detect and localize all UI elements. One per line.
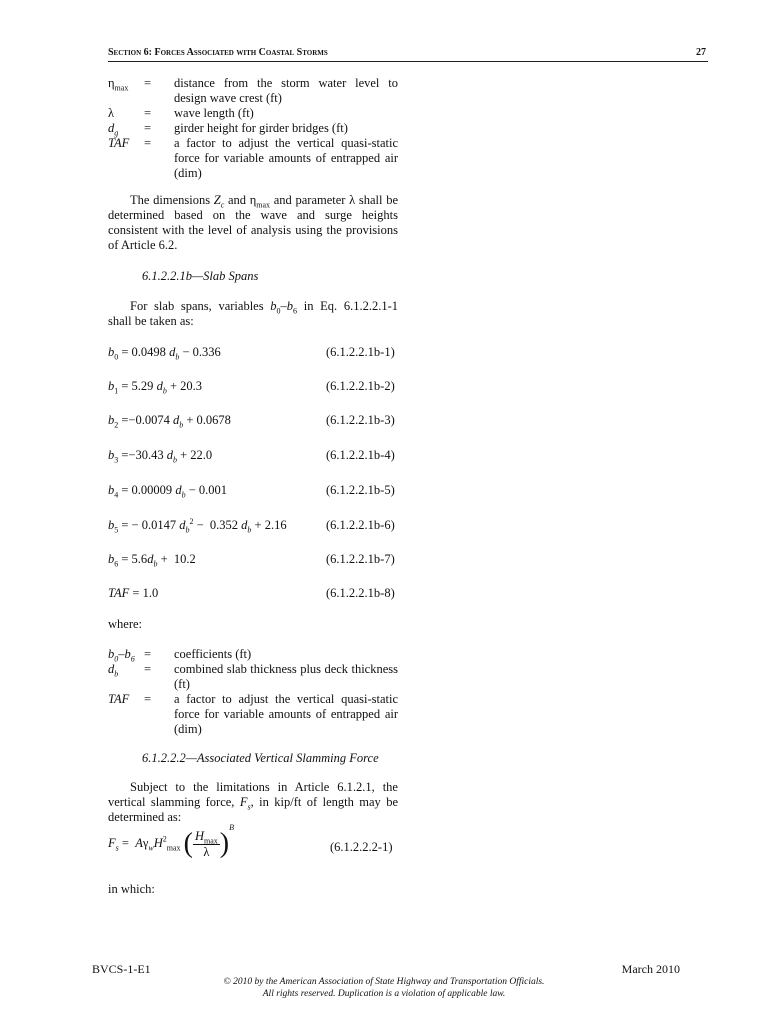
definition-symbol: $d_b$	[108, 662, 119, 679]
subsection-heading-vertical-slamming: 6.1.2.2.2—Associated Vertical Slamming Force	[142, 751, 379, 765]
equation-number: (6.1.2.2.2-1)	[330, 840, 393, 854]
equation-row	[108, 448, 408, 464]
definition-row	[108, 662, 398, 692]
definition-text: a factor to adjust the vertical quasi-static force for variable amounts of entrapped air (dim)	[174, 136, 398, 180]
paren-open: (	[183, 828, 193, 859]
equation-expression: $b_1 = 5.29$ $d_b + 20.3$	[108, 379, 202, 396]
copyright-line-2: All rights reserved. Duplication is a violation of applicable law.	[262, 989, 506, 999]
subsection-heading-slab-spans: 6.1.2.2.1b—Slab Spans	[142, 269, 259, 283]
definition-row	[108, 136, 398, 181]
equation-number: (6.1.2.2.1b-7)	[326, 552, 395, 566]
fraction-numerator: $H_{max}$	[194, 828, 218, 845]
equation-row	[108, 413, 408, 429]
definition-equals: =	[144, 106, 152, 120]
where-label: where:	[108, 617, 143, 631]
equation-expression: $b_4 = 0.00009$ $d_b - 0.001$	[108, 483, 227, 500]
definition-symbol: TAF	[108, 136, 130, 150]
slamming-equation-row	[108, 822, 408, 866]
definition-symbol: TAF	[108, 692, 130, 706]
definitions-list-1	[108, 76, 398, 181]
copyright-line-1: © 2010 by the American Association of State Highway and Transportation Officials.	[223, 977, 545, 987]
fraction	[193, 829, 220, 860]
equation-expression: TAF = 1.0	[108, 586, 159, 600]
paragraph-slamming-force: Subject to the limitations in Article 6.1.2.1, the vertical slamming force, $F_s$, in kip/ft of length may be determined as:	[108, 780, 398, 824]
equation-row	[108, 379, 408, 395]
page-number: 27	[696, 47, 706, 58]
equation-row	[108, 345, 408, 361]
section-title: Section 6: Forces Associated with Coastal Storms	[108, 47, 328, 58]
equation-row	[108, 518, 408, 534]
copyright-notice	[0, 976, 768, 1000]
paragraph-dimensions: The dimensions $Z_c$ and $\eta_{max}$ and parameter λ shall be determined based on the wave and surge heights consistent with the level of analysis using the provisions of Article 6.2.	[108, 193, 398, 252]
equation-number: (6.1.2.2.1b-4)	[326, 448, 395, 462]
definition-text: girder height for girder bridges (ft)	[174, 121, 348, 135]
definition-row	[108, 647, 398, 662]
definition-equals: =	[144, 121, 152, 135]
definition-text: combined slab thickness plus deck thickness (ft)	[174, 662, 398, 691]
equation-row	[108, 586, 408, 602]
definition-symbol: $b_0-b_6$	[108, 647, 135, 664]
definition-row	[108, 692, 398, 737]
equation-number: (6.1.2.2.1b-1)	[326, 345, 395, 359]
definition-equals: =	[144, 76, 152, 90]
in-which-label: in which:	[108, 882, 155, 896]
definition-equals: =	[144, 136, 152, 150]
definition-symbol: $d_g$	[108, 121, 119, 138]
definition-equals: =	[144, 662, 152, 676]
definition-text: a factor to adjust the vertical quasi-static force for variable amounts of entrapped air (dim)	[174, 692, 398, 736]
definition-text: wave length (ft)	[174, 106, 254, 120]
equation-number: (6.1.2.2.1b-8)	[326, 586, 395, 600]
definition-text: coefficients (ft)	[174, 647, 252, 661]
equation-expression: $b_2 =-0.0074$ $d_b + 0.0678$	[108, 413, 231, 430]
equation-expression: $b_5$ = − 0.0147 $d_b^2 - 0.352$ $d_b + 2.16$	[108, 516, 287, 535]
equation-number: (6.1.2.2.1b-2)	[326, 379, 395, 393]
paren-close: )	[219, 828, 230, 859]
equation-expression: $b_0 = 0.0498$ $d_b - 0.336$	[108, 345, 221, 362]
paragraph-slab-spans: For slab spans, variables $b_0-b_6$ in Eq. 6.1.2.2.1-1 shall be taken as:	[108, 299, 398, 328]
equation-row	[108, 483, 408, 499]
equation-number: (6.1.2.2.1b-5)	[326, 483, 395, 497]
definition-equals: =	[144, 692, 152, 706]
definition-text: distance from the storm water level to design wave crest (ft)	[174, 76, 398, 105]
page-header	[108, 47, 708, 62]
equation-number: (6.1.2.2.1b-6)	[326, 518, 395, 532]
equation-row	[108, 552, 408, 568]
definition-row	[108, 121, 398, 136]
definition-row	[108, 76, 398, 106]
definition-row	[108, 106, 398, 121]
equation-exponent: B	[229, 822, 235, 832]
equation-expression: $b_3 =-30.43$ $d_b + 22.0$	[108, 448, 213, 465]
equation-expression: $b_6 = 5.6d_b + 10.2$	[108, 552, 196, 569]
definition-symbol: $\eta_{max}$	[108, 76, 129, 93]
footer-document-id: BVCS-1-E1	[92, 962, 151, 976]
fraction-denominator: λ	[203, 844, 210, 859]
equation-expression: $F_s = A\gamma_wH^2_{max}$ ( $\frac{H_{max}}{\lambda}$ )$^B$	[108, 822, 235, 859]
definition-equals: =	[144, 647, 152, 661]
definitions-list-2	[108, 647, 398, 737]
footer-date: March 2010	[621, 962, 680, 976]
definition-symbol: λ	[108, 106, 115, 120]
equation-number: (6.1.2.2.1b-3)	[326, 413, 395, 427]
